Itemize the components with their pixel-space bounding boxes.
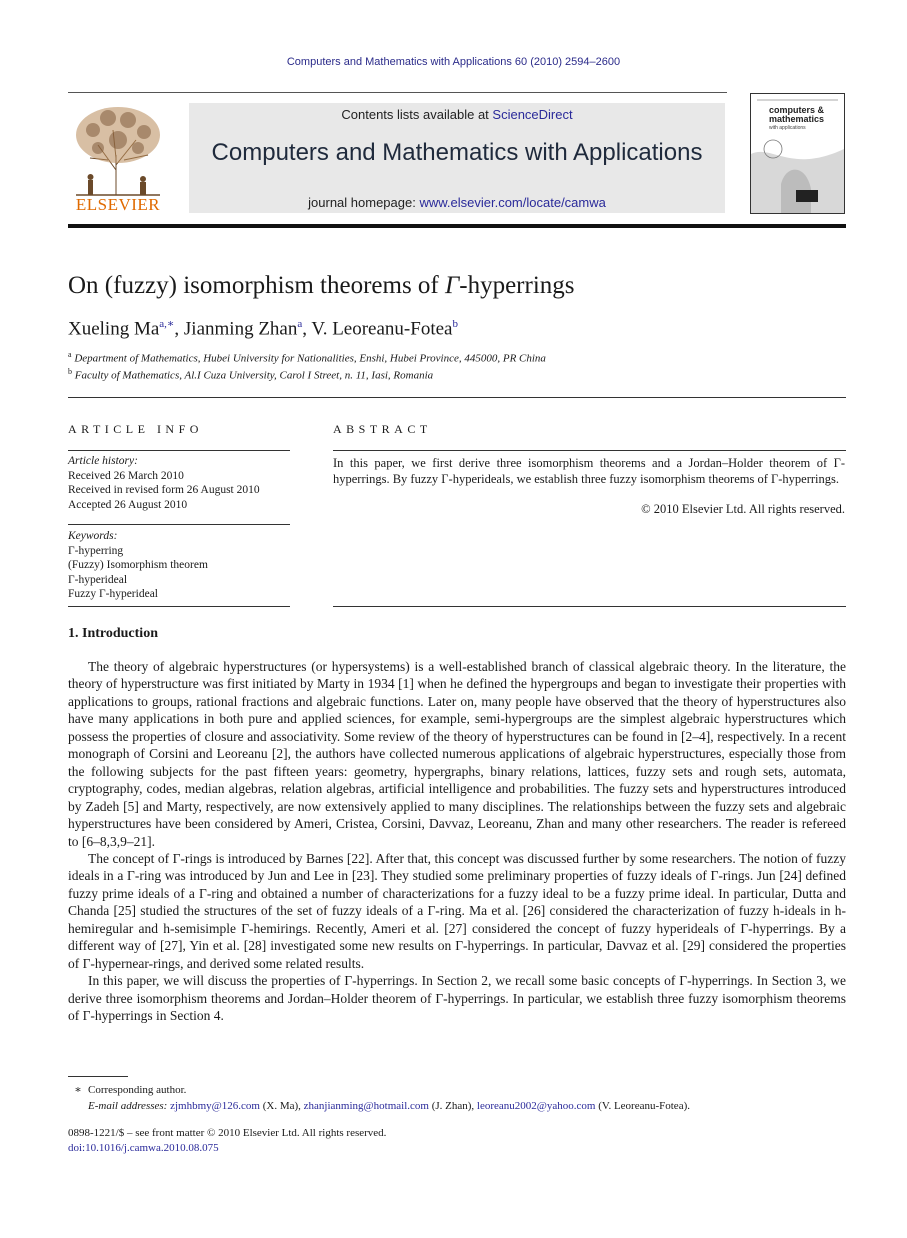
keyword: Γ-hyperring bbox=[68, 544, 124, 557]
keyword: Fuzzy Γ-hyperideal bbox=[68, 588, 158, 600]
keyword: Γ-hyperideal bbox=[68, 573, 128, 586]
elsevier-wordmark: ELSEVIER bbox=[75, 195, 161, 214]
affiliation: $^a$ Department of Mathematics, Hubei University for Nationalities, Enshi, Hubei Province, 445000, PR China bbox=[68, 350, 546, 365]
abstract-heading: ABSTRACT bbox=[333, 422, 432, 436]
author-name: Xueling Ma bbox=[68, 318, 160, 340]
email-link[interactable]: leoreanu2002@yahoo.com bbox=[476, 1100, 596, 1112]
footnote-rule bbox=[68, 1076, 128, 1077]
affiliation: $^b$ Faculty of Mathematics, Al.I Cuza University, Carol I Street, n. 11, Iasi, Romania bbox=[68, 367, 434, 382]
journal-citation: Computers and Mathematics with Applications 60 (2010) 2594–2600 bbox=[286, 56, 621, 68]
history-item: Accepted 26 August 2010 bbox=[68, 498, 188, 511]
corresponding-author-note: ∗ Corresponding author. bbox=[74, 1084, 187, 1096]
author-name: V. Leoreanu-Fotea bbox=[311, 318, 453, 340]
history-item: Received 26 March 2010 bbox=[68, 469, 184, 482]
article-title: On (fuzzy) isomorphism theorems of Γ-hyperrings bbox=[68, 272, 575, 299]
article-history: Article history: Received 26 March 2010 Received in revised form 26 August 2010 Accepted 26 August 2010 bbox=[68, 454, 290, 512]
journal-cover-thumbnail bbox=[750, 93, 845, 214]
email-addresses: E-mail addresses: zjmhbmy@126.com (X. Ma), zhanjianming@hotmail.com (J. Zhan), leoreanu2002@yahoo.com (V. Leoreanu-Fotea). bbox=[88, 1100, 690, 1112]
header-thick-rule bbox=[68, 224, 846, 228]
divider bbox=[68, 450, 290, 451]
keyword: (Fuzzy) Isomorphism theorem bbox=[68, 559, 208, 571]
paragraph: The theory of algebraic hyperstructures (or hypersystems) is a well-established branch of classical algebraic theory. In the literature, the theory of hyperstructure was first initiated by Marty in 1934 [1] when he defined the hypergroups and began to investigate their properties with applications to groups, rational fractions and algebraic functions. Later on, many people have observed that the theory of hyperstructures also have many applications in both pure and applied sciences, for example, semi-hypergroups are the simplest algebraic hyperstructures which possess the properties of closure and associativity. Some review of the theory of hyperstructures can be found in [2–4], respectively. In a recent monograph of Corsini and Leoreanu [2], the authors have collected numerous applications of algebraic hyperstructures, especially those from the following subjects for the past fifteen years: geometry, hypergraphs, binary relations, lattices, fuzzy sets and rough sets, automata, cryptography, codes, median algebras, relation algebras, artificial intelligence and probabilities. The fuzzy sets and hyperstructures introduced by Zadeh [5] and Marty, respectively, are now extensively applied to many disciplines. The relationships between the fuzzy sets and algebraic hyperstructures have been considered by Ameri, Cristea, Corsini, Davvaz, Leoreanu, Zhan and many other researchers. The reader is refereed to [6–8,3,9–21]. bbox=[68, 659, 846, 849]
abstract-copyright: © 2010 Elsevier Ltd. All rights reserved. bbox=[641, 502, 845, 516]
author-list: Xueling $Ma^{a,∗}$, Jianming Zhan$^a$, V. Leoreanu-Fotea$^b$ bbox=[68, 318, 458, 340]
article-info-heading: ARTICLE INFO bbox=[68, 422, 203, 436]
keywords: Keywords: Γ-hyperring (Fuzzy) Isomorphism theorem Γ-hyperideal Fuzzy Γ-hyperideal bbox=[68, 529, 290, 602]
paragraph: In this paper, we will discuss the properties of Γ-hyperrings. In Section 2, we recall some basic concepts of Γ-hyperrings. In Section 3, we derive three isomorphism theorems and Jordan–Holder theorem of Γ-hyperrings. In particular, we establish three fuzzy isomorphism theorems of Γ-hyperrings in Section 4. bbox=[68, 973, 846, 1024]
contents-line: Contents lists available at ScienceDirect bbox=[341, 107, 573, 122]
journal-name: Computers and Mathematics with Applications bbox=[211, 139, 703, 166]
history-item: Received in revised form 26 August 2010 bbox=[68, 484, 260, 496]
doi-link[interactable]: doi:10.1016/j.camwa.2010.08.075 bbox=[68, 1142, 219, 1154]
email-link[interactable]: zjmhbmy@126.com bbox=[170, 1100, 260, 1112]
section-heading: 1. Introduction bbox=[68, 626, 158, 641]
author-affil-marker[interactable]: a bbox=[297, 318, 303, 330]
journal-banner bbox=[189, 103, 725, 213]
divider bbox=[68, 606, 290, 607]
header-rule bbox=[68, 92, 727, 93]
divider bbox=[68, 524, 290, 525]
sciencedirect-link[interactable]: ScienceDirect bbox=[492, 107, 573, 122]
cover-title: computers & mathematics bbox=[769, 105, 825, 124]
journal-homepage-link[interactable]: www.elsevier.com/locate/camwa bbox=[419, 195, 606, 210]
author-affil-marker[interactable]: b bbox=[452, 318, 458, 330]
email-link[interactable]: zhanjianming@hotmail.com bbox=[303, 1100, 429, 1112]
front-matter bbox=[68, 1126, 386, 1156]
issn-line: 0898-1221/$ – see front matter © 2010 Elsevier Ltd. All rights reserved. bbox=[68, 1127, 387, 1139]
author-name: Jianming Zhan bbox=[183, 318, 298, 340]
divider bbox=[68, 397, 846, 398]
divider bbox=[333, 450, 846, 451]
divider bbox=[333, 606, 846, 607]
paragraph: The concept of Γ-rings is introduced by Barnes [22]. After that, this concept was discussed further by some researchers. The notion of fuzzy ideals in a Γ-ring was introduced by Jun and Lee in [23]. They studied some preliminary properties of fuzzy ideals of Γ-rings. Jun [24] defined fuzzy prime ideals of a Γ-ring and obtained a number of characterizations for a fuzzy ideal to be a fuzzy prime ideal. In particular, Dutta and Chanda [25] studied the structures of the set of fuzzy ideals of a Γ-ring. Ma et al. [26] considered the characterization of fuzzy h-ideals in h-hemiregular and h-semisimple Γ-hemirings. Recently, Ameri et al. [27] considered the concept of fuzzy hyperideals of Γ-hyperrings. By a different way of [27], Yin et al. [28] investigated some new results on Γ-hyperrings. In particular, Davvaz et al. [29] considered the properties of Γ-hypernear-rings, and derived some related results. bbox=[68, 850, 846, 971]
introduction-body bbox=[68, 658, 846, 1025]
abstract-text: In this paper, we first derive three isomorphism theorems and a Jordan–Holder theorem of Γ-hyperrings. By fuzzy Γ-hyperideals, we establish three fuzzy isomorphism theorems of Γ-hyperrings. bbox=[333, 456, 845, 486]
author-affil-marker[interactable]: a,∗ bbox=[159, 318, 175, 330]
cover-subtitle: with applications bbox=[769, 125, 806, 131]
homepage-line: journal homepage: www.elsevier.com/locate/camwa bbox=[308, 195, 606, 210]
footnotes bbox=[68, 1082, 846, 1114]
